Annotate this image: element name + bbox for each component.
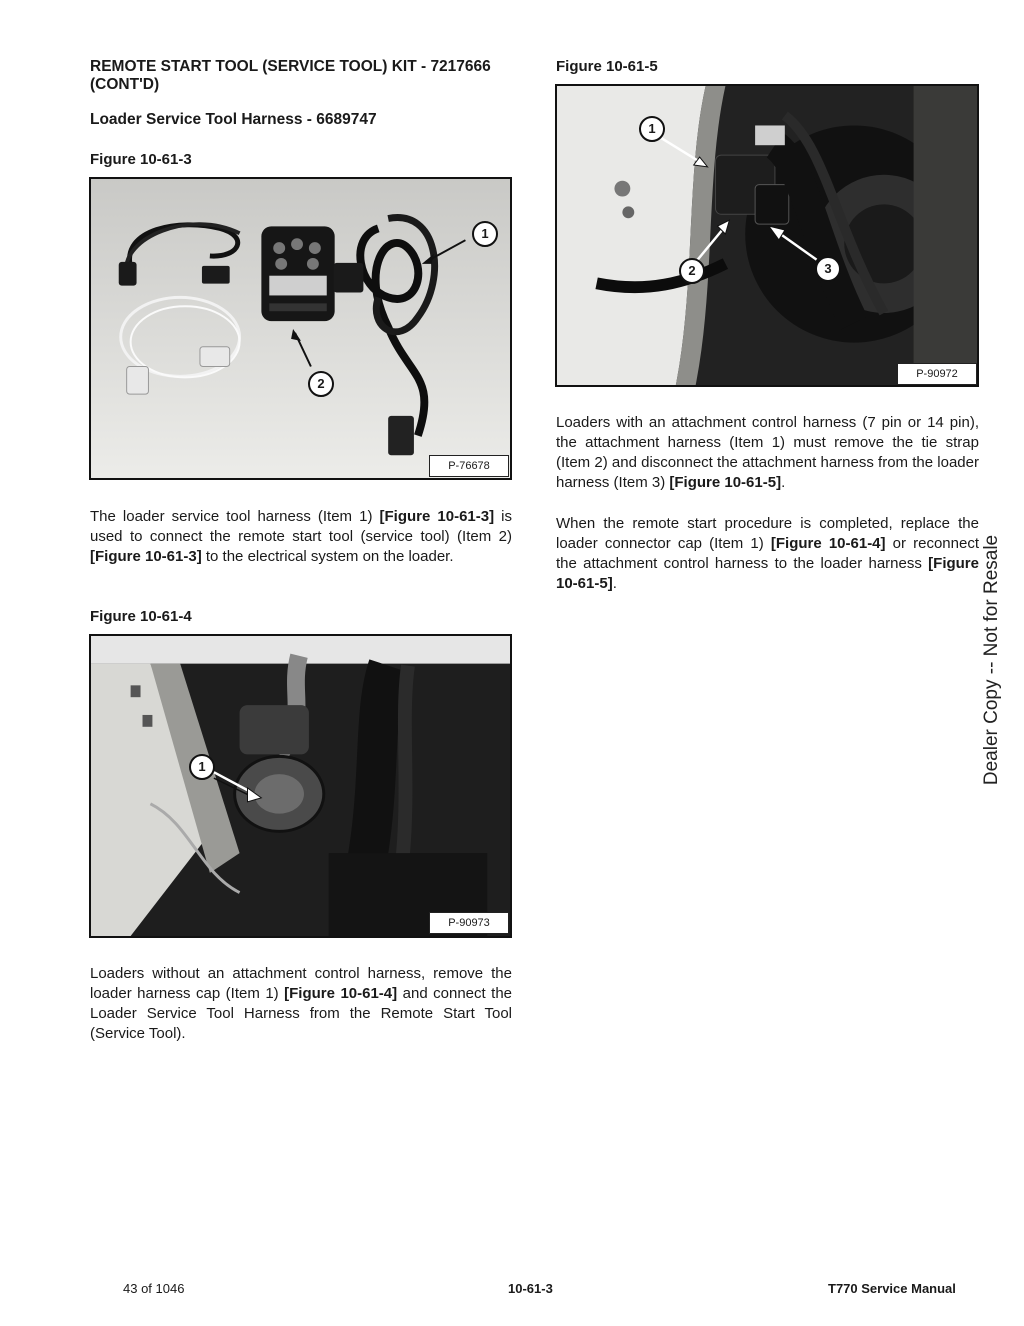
attachment-harness-illustration (557, 86, 977, 385)
text-run: is used to connect the remote start tool (service tool) (Item 2) (90, 508, 512, 545)
figure-reference: [Figure 10-61-4] (770, 535, 886, 552)
photo-code: P-90973 (429, 912, 509, 934)
text-run: Loaders without an attachment control harness, remove the loader harness cap (Item 1) (90, 965, 512, 1002)
text-run: When the remote start procedure is completed, replace the loader connector cap (Item 1) (556, 515, 979, 552)
text-run: Loaders with an attachment control harness (7 pin or 14 pin), the attachment harness (Item 1) must remove the tie strap (Item 2) and disconnect the attachment harness from the loader harness (Item 3) (556, 414, 979, 491)
callout-2: 2 (308, 371, 334, 397)
paragraph-procedure-completed (556, 514, 979, 594)
footer-manual-name: T770 Service Manual (828, 1281, 956, 1296)
paragraph-with-attachment-harness (556, 413, 979, 493)
figure-reference: [Figure 10-61-5] (669, 474, 782, 491)
footer-page-number: 10-61-3 (508, 1281, 553, 1296)
paragraph-service-tool-harness (90, 507, 512, 567)
footer-page-count: 43 of 1046 (123, 1281, 185, 1296)
callout-3: 3 (815, 256, 841, 282)
text-run: . (781, 474, 786, 491)
figure-4-photo (89, 634, 512, 938)
text-run: or reconnect the attachment control harness to the loader harness (556, 535, 979, 572)
text-run: . (612, 575, 617, 592)
callout-1: 1 (472, 221, 498, 247)
service-tool-kit-illustration (91, 179, 510, 478)
figure-3-label: Figure 10-61-3 (90, 151, 192, 168)
figure-reference: [Figure 10-61-3] (379, 508, 495, 525)
paragraph-without-attachment-harness (90, 964, 512, 1044)
watermark-text: Dealer Copy -- Not for Resale (981, 534, 1002, 786)
figure-3-photo (89, 177, 512, 480)
text-run: to the electrical system on the loader. (201, 548, 454, 565)
photo-code: P-90972 (897, 363, 977, 385)
section-subtitle: Loader Service Tool Harness - 6689747 (90, 111, 377, 128)
figure-reference: [Figure 10-61-4] (284, 985, 398, 1002)
callout-1: 1 (189, 754, 215, 780)
photo-code: P-76678 (429, 455, 509, 477)
text-run: and connect the Loader Service Tool Harness from the Remote Start Tool (Service Tool). (90, 985, 513, 1042)
callout-2: 2 (679, 258, 705, 284)
callout-1: 1 (639, 116, 665, 142)
figure-reference: [Figure 10-61-3] (90, 548, 202, 565)
figure-4-label: Figure 10-61-4 (90, 608, 192, 625)
figure-5-photo (555, 84, 979, 387)
figure-reference: [Figure 10-61-5] (556, 555, 979, 592)
section-title: REMOTE START TOOL (SERVICE TOOL) KIT - 7217666 (CONT'D) (90, 58, 491, 93)
loader-harness-cap-illustration (91, 636, 510, 936)
figure-5-label: Figure 10-61-5 (556, 58, 658, 75)
text-run: The loader service tool harness (Item 1) (90, 508, 380, 525)
